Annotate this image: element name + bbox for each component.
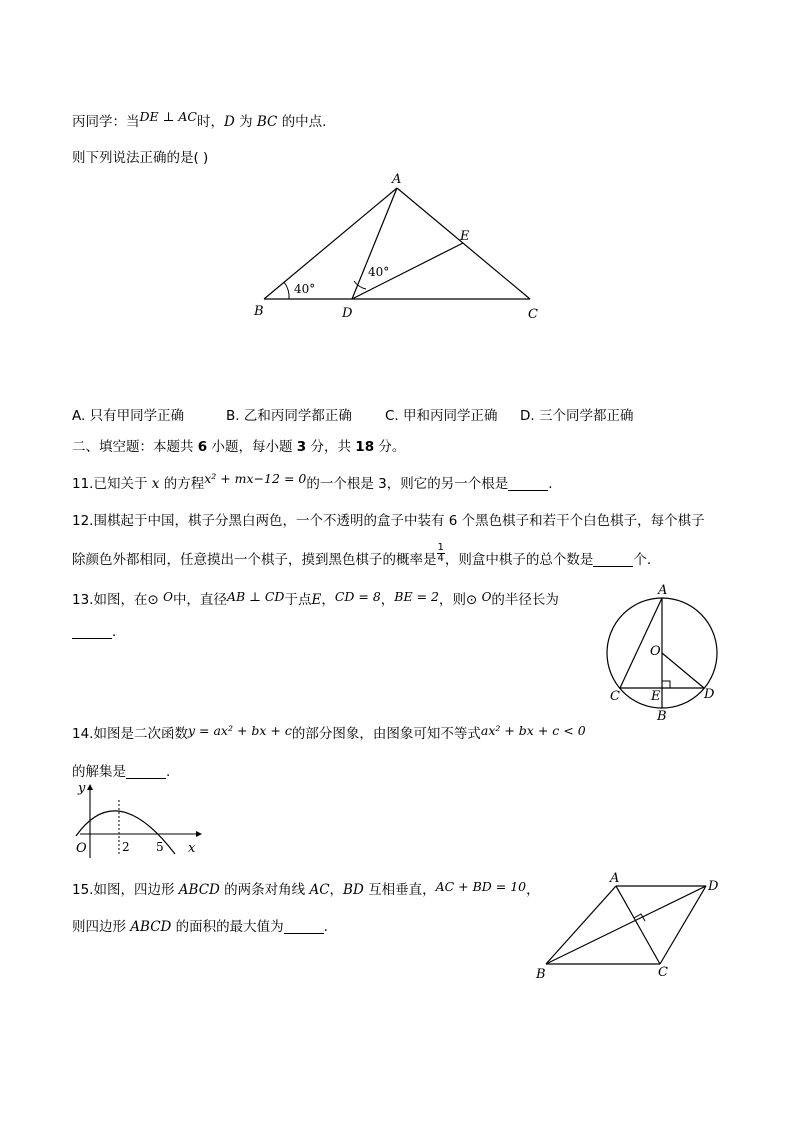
text: 的两条对角线 [224,882,306,898]
text: ， [321,592,335,608]
math-var: O [481,590,492,604]
fraction [437,543,445,564]
math-var: ABCD [130,919,172,935]
text: ， [380,592,395,608]
y-axis-arrow [87,784,93,790]
tick-5: 5 [156,840,164,854]
q10-question: 则下列说法正确的是( ) [72,150,209,166]
math-var: x [151,476,160,492]
text: 小题，每小题 [207,439,297,455]
math-var: E [311,592,322,608]
math-var: ABCD [178,882,220,898]
text: 的半径长为 [491,592,559,608]
text: ，则 [438,592,466,608]
q10-option-c[interactable]: C. 甲和丙同学正确 [385,408,498,424]
text: . [323,919,328,935]
q13-circle-figure [600,580,730,725]
math-condition: DE ⊥ AC [139,109,197,124]
label-a: A [392,172,402,187]
answer-blank[interactable] [593,553,633,568]
label-a: A [658,583,668,598]
label-d: D [704,687,715,702]
math-var: BD [343,882,364,898]
answer-blank[interactable] [72,625,112,640]
points-each: 3 [296,439,307,455]
circle-symbol: ⊙ [465,592,478,608]
q11 [72,472,553,492]
text: 丙同学：当 [72,114,140,130]
section2-heading [72,435,405,455]
text: 二、填空题：本题共 [72,439,198,455]
answer-blank[interactable] [126,765,166,780]
math-inequality: ax² + bx + c < 0 [480,723,586,738]
fraction-den: 4 [437,552,444,564]
q10-bing-statement [72,110,326,130]
text: 于点 [284,592,312,608]
q15-quadrilateral-figure [530,868,730,983]
math-condition: AB ⊥ CD [226,589,285,604]
answer-blank[interactable] [508,477,548,492]
q12-line1: 12.围棋起于中国，棋子分黑白两色，一个不透明的盒子中装有 6 个黑色棋子和若干个白色棋子，每个棋子 [72,513,705,529]
x-axis-arrow [196,831,202,837]
text: 分，共 [306,439,356,455]
label-e: E [651,689,661,704]
label-angle-d: 40° [368,265,390,279]
label-o: O [650,644,661,659]
answer-blank[interactable] [284,920,324,935]
math-condition: AC + BD = 10 [435,879,527,894]
q12-line2 [72,541,652,571]
text: 除颜色外都相同，任意摸出一个棋子，摸到黑色棋子的概率是 [72,552,437,568]
label-c: C [610,689,620,704]
math-condition: CD = 8 [334,589,381,604]
text: ， [329,882,344,898]
diagonal-ac [616,886,660,964]
q13 [72,588,559,608]
text: 则四边形 [72,919,126,935]
tick-2: 2 [122,840,130,854]
math-var: D [223,114,235,130]
text: 的中点. [281,114,327,130]
q14-parabola-figure [72,780,207,860]
text: 个. [633,552,652,568]
right-angle-mark [662,681,670,688]
text: 15.如图，四边形 [72,882,175,898]
text: . [548,476,553,492]
q15 [72,878,540,898]
q10-triangle-figure [240,168,550,328]
angle-d-arc [354,281,366,289]
text: 14.如图是二次函数 [72,726,188,742]
label-d: D [342,306,353,321]
angle-b-arc [284,282,289,299]
text: 中，直径 [172,592,227,608]
label-b: B [254,304,264,319]
q14 [72,722,586,742]
seg-ba [546,886,616,964]
text: 为 [239,114,253,130]
q13-answer-line [72,624,116,640]
q10-option-a[interactable]: A. 只有甲同学正确 [72,408,185,424]
label-origin: O [76,841,87,856]
label-c: C [658,965,668,980]
text: . [166,764,171,780]
text: 的面积的最大值为 [175,919,284,935]
fraction-num: 1 [437,541,444,553]
q15-line2 [72,915,328,935]
label-e: E [460,229,470,244]
text: . [112,624,117,640]
label-y: y [78,781,86,796]
count: 6 [197,439,208,455]
math-var: BC [256,114,278,130]
text: 11.已知关于 [72,476,148,492]
q14-line2 [72,760,170,780]
math-condition: BE = 2 [394,589,439,604]
text: 分。 [374,439,406,455]
seg-od [662,653,704,688]
diagonal-bd [546,886,706,964]
label-a: A [610,871,620,886]
math-var: O [163,590,173,604]
math-equation: x² + mx−12 = 0 [204,471,307,486]
text: 的部分图象，由图象可知不等式 [291,726,481,742]
label-d: D [708,879,719,894]
text: ， [526,882,540,898]
label-angle-b: 40° [294,282,316,296]
text: 互相垂直， [368,882,436,898]
math-var: AC [309,882,330,898]
math-function: y = ax² + bx + c [187,723,292,738]
circle-symbol: ⊙ [147,592,159,608]
text: 时， [196,114,224,130]
label-x: x [188,841,196,856]
q10-option-b[interactable]: B. 乙和丙同学都正确 [226,408,352,424]
label-b: B [657,709,667,724]
label-b: B [536,967,546,982]
text: ，则盒中棋子的总个数是 [444,552,594,568]
points-total: 18 [355,439,375,455]
text: 的解集是 [72,764,126,780]
text: 13.如图，在 [72,592,148,608]
seg-ad [352,188,397,299]
text: 的方程 [163,476,205,492]
text: 的一个根是 3，则它的另一个根是 [306,476,509,492]
label-c: C [528,307,538,322]
q10-option-d[interactable]: D. 三个同学都正确 [520,408,634,424]
